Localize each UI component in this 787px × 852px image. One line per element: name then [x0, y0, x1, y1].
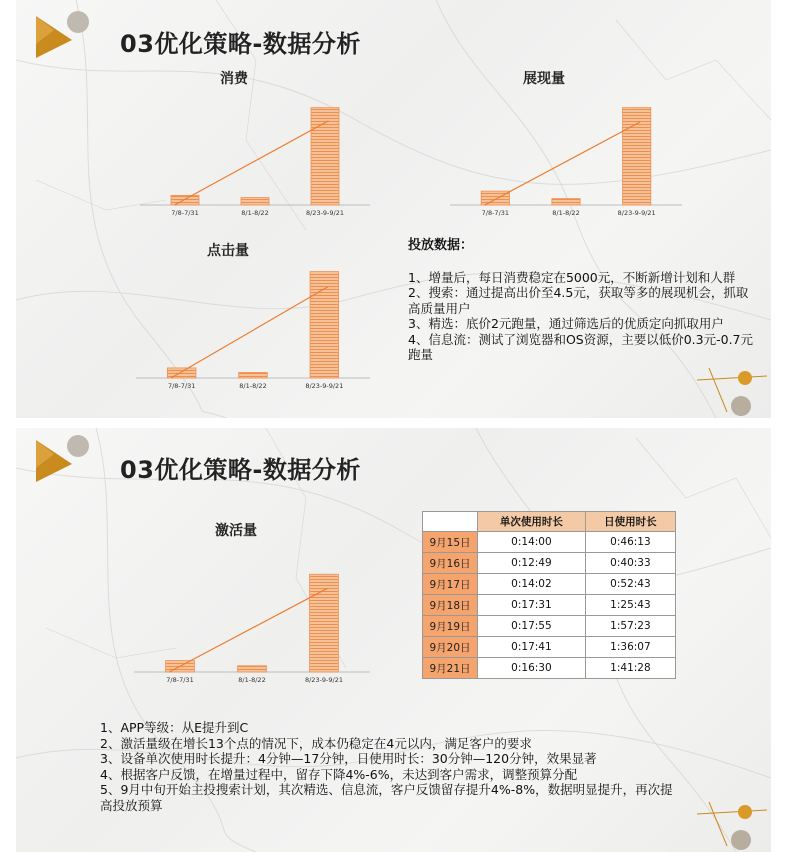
chart-impressions [450, 94, 682, 219]
trend-line [485, 122, 640, 205]
table-header-single-use: 单次使用时长 [478, 512, 586, 532]
bar-3 [310, 272, 339, 378]
table-row [423, 532, 676, 553]
table-row [423, 553, 676, 574]
gold-dots-icon [697, 350, 767, 418]
table-row [423, 637, 676, 658]
x-tick-label: 8/1-8/22 [238, 676, 266, 684]
table-row [423, 658, 676, 679]
table-cell-daily-use: 0:46:13 [585, 532, 675, 553]
table-cell-daily-use: 0:40:33 [585, 553, 675, 574]
bar-1 [481, 191, 509, 205]
delivery-data-heading: 投放数据： [408, 238, 474, 253]
table-header-row [423, 512, 676, 532]
table-cell-date: 9月16日 [423, 553, 478, 574]
table-cell-date: 9月15日 [423, 532, 478, 553]
chart-activations [134, 564, 370, 686]
x-tick-label: 7/8-7/31 [171, 209, 199, 217]
bar-1 [167, 368, 196, 378]
bar-2 [552, 199, 580, 205]
x-tick-label: 8/23-9-9/21 [305, 209, 345, 217]
chart-title-impressions: 展现量 [523, 71, 565, 87]
chart-title-spend: 消费 [220, 71, 248, 87]
chart-spend [140, 94, 370, 219]
bar-2 [241, 198, 269, 205]
trend-line [171, 287, 328, 378]
gold-corner-icon [32, 10, 92, 60]
table-cell-date: 9月17日 [423, 574, 478, 595]
table-row [423, 574, 676, 595]
note-item: 5、9月中旬开始主投搜索计划，其次精选、信息流，客户反馈留存提升4%-8%，数据明显提升，再次提高投放预算 [100, 782, 673, 813]
x-tick-label: 8/23-9-9/21 [617, 209, 656, 217]
trend-line [175, 121, 329, 205]
table-header-blank [423, 512, 478, 532]
table-cell-daily-use: 0:52:43 [585, 574, 675, 595]
bar-2 [238, 666, 267, 672]
bar-3 [310, 574, 339, 672]
delivery-item: 2、搜索：通过提高出价至4.5元，获取等多的展现机会，抓取高质量用户 [408, 285, 749, 316]
table-cell-single-use: 0:16:30 [478, 658, 586, 679]
table-cell-daily-use: 1:25:43 [585, 595, 675, 616]
delivery-item: 1、增量后，每日消费稳定在5000元，不断新增计划和人群 [408, 269, 736, 285]
table-header-daily-use: 日使用时长 [585, 512, 675, 532]
delivery-data-panel [408, 238, 754, 363]
trend-line [169, 588, 327, 672]
table-cell-single-use: 0:17:31 [478, 595, 586, 616]
delivery-item: 4、信息流：测试了浏览器和OS资源，主要以低价0.3元-0.7元跑量 [408, 331, 753, 362]
table-cell-single-use: 0:17:55 [478, 616, 586, 637]
table-cell-daily-use: 1:41:28 [585, 658, 675, 679]
bar-2 [239, 372, 268, 378]
x-tick-label: 7/8-7/31 [481, 209, 510, 217]
table-cell-single-use: 0:14:00 [478, 532, 586, 553]
table-cell-date: 9月19日 [423, 616, 478, 637]
table-cell-single-use: 0:17:41 [478, 637, 586, 658]
table-cell-daily-use: 1:36:07 [585, 637, 675, 658]
table-row [423, 595, 676, 616]
table-cell-date: 9月21日 [423, 658, 478, 679]
x-tick-label: 8/1-8/22 [552, 209, 580, 217]
x-tick-label: 7/8-7/31 [167, 382, 196, 390]
table-cell-date: 9月20日 [423, 637, 478, 658]
gold-dots-icon [697, 784, 767, 852]
delivery-item: 3、精选：底价2元跑量，通过筛选后的优质定向抓取用户 [408, 316, 724, 331]
table-cell-single-use: 0:14:02 [478, 574, 586, 595]
page-title: 03优化策略-数据分析 [120, 456, 361, 484]
table-cell-date: 9月18日 [423, 595, 478, 616]
x-tick-label: 8/1-8/22 [241, 209, 269, 217]
bar-1 [171, 195, 199, 205]
note-item: 3、设备单次使用时长提升：4分钟—17分钟，日使用时长：30分钟—120分钟，效果显著 [100, 751, 597, 766]
note-item: 2、激活量级在增长13个点的情况下，成本仍稳定在4元以内，满足客户的要求 [100, 735, 532, 751]
page-title: 03优化策略-数据分析 [120, 30, 361, 58]
gold-corner-icon [32, 434, 92, 484]
summary-notes [100, 720, 680, 813]
x-tick-label: 8/23-9-9/21 [305, 382, 344, 390]
bar-3 [623, 108, 651, 205]
note-item: 1、APP等级：从E提升到C [100, 720, 249, 735]
x-tick-label: 8/1-8/22 [239, 382, 267, 390]
chart-title-clicks: 点击量 [207, 243, 249, 259]
x-tick-label: 8/23-9-9/21 [304, 676, 344, 684]
table-row [423, 616, 676, 637]
table-cell-single-use: 0:12:49 [478, 553, 586, 574]
x-tick-label: 7/8-7/31 [166, 676, 194, 684]
note-item: 4、根据客户反馈，在增量过程中，留存下降4%-6%，未达到客户需求，调整预算分配 [100, 766, 578, 782]
usage-duration-table [422, 511, 676, 679]
slide-2 [16, 428, 771, 852]
chart-title-activations: 激活量 [215, 523, 257, 539]
chart-clicks [136, 262, 370, 392]
slide-1 [16, 0, 771, 418]
table-cell-daily-use: 1:57:23 [585, 616, 675, 637]
